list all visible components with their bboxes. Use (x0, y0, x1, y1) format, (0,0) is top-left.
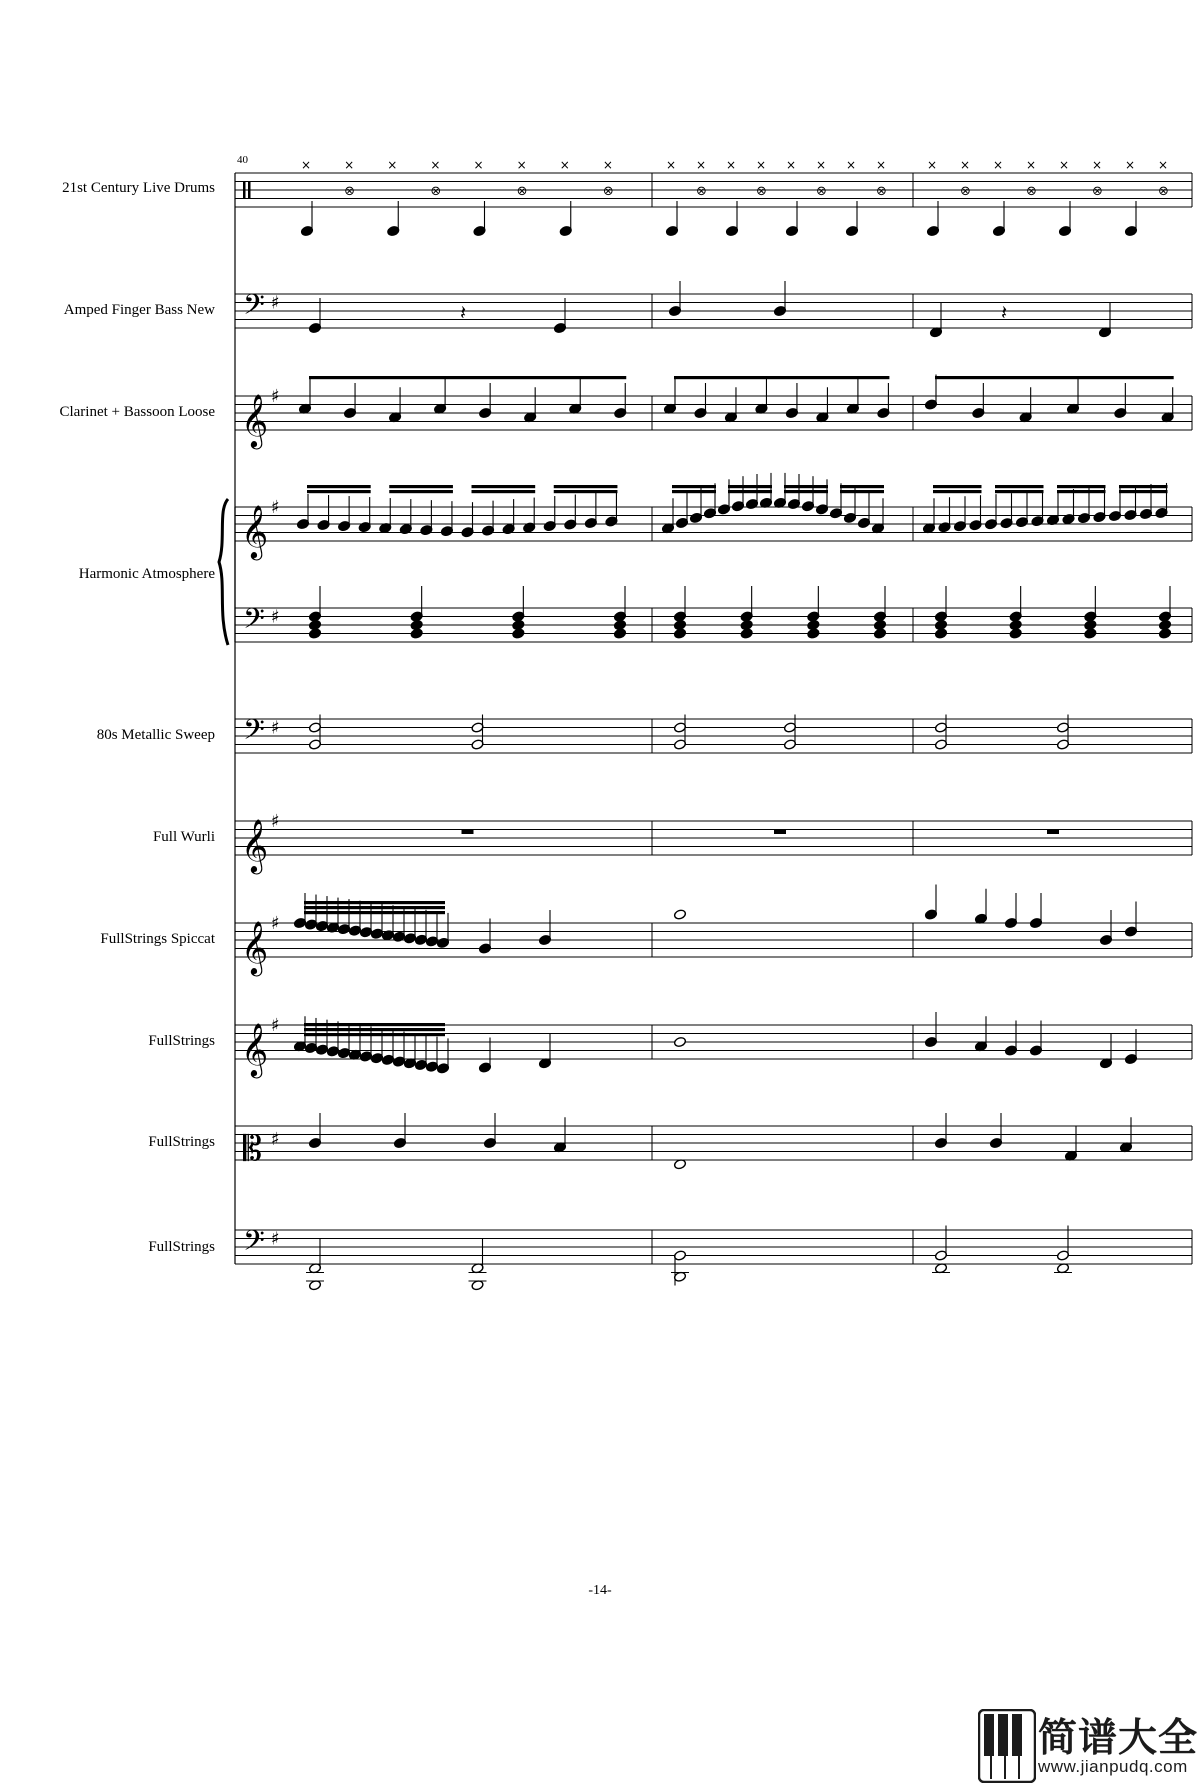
note-beam (728, 485, 772, 488)
bass-clef-icon: 𝄢 (243, 288, 265, 329)
treble-clef-icon: 𝄞 (241, 920, 269, 974)
note-beam (1057, 485, 1106, 488)
bass-clef-icon: 𝄢 (243, 1224, 265, 1265)
note-beam (304, 1028, 445, 1031)
note-beam (554, 490, 618, 493)
note-beam (307, 485, 371, 488)
percussion-clef-icon (243, 182, 246, 199)
instrument-label-strings-1: FullStrings (148, 1033, 215, 1049)
sharp-icon: ♯ (271, 1128, 280, 1150)
note-beam (472, 490, 536, 493)
note-beam (304, 906, 445, 909)
watermark (978, 1707, 1200, 1784)
chord-note (410, 628, 423, 639)
watermark-title: 简谱大全 (1038, 1716, 1199, 1761)
whole-rest-icon (774, 830, 786, 835)
chord-note (613, 628, 626, 639)
note-beam (304, 901, 445, 904)
cymbal-note: ⊗ (1158, 184, 1169, 199)
hihat-note: × (559, 158, 570, 172)
hihat-note: × (876, 158, 887, 172)
hihat-note: × (344, 158, 355, 172)
note-beam (784, 485, 828, 488)
instrument-label-strings-2: FullStrings (148, 1134, 215, 1150)
hihat-note: × (846, 158, 857, 172)
hihat-note: × (301, 158, 312, 172)
treble-clef-icon: 𝄞 (241, 818, 269, 872)
note-beam (554, 485, 618, 488)
hihat-note: × (387, 158, 398, 172)
sharp-icon: ♯ (271, 811, 280, 832)
cymbal-note: ⊗ (756, 184, 767, 199)
note-beam (307, 490, 371, 493)
chord-note (740, 628, 753, 639)
chord-note (873, 628, 886, 639)
note-beam (389, 490, 453, 493)
sharp-icon: ♯ (271, 1228, 280, 1250)
alto-clef-icon: 𝄡 (243, 1129, 262, 1169)
hihat-note: × (726, 158, 737, 172)
piano-keys-icon (978, 1709, 1036, 1783)
instrument-label-bass: Amped Finger Bass New (63, 302, 215, 318)
rest-icon: 𝄽 (1001, 300, 1008, 325)
instrument-label-metallic-sweep: 80s Metallic Sweep (96, 727, 215, 743)
hihat-note: × (786, 158, 797, 172)
note-beam (784, 490, 828, 493)
note-beam (472, 485, 536, 488)
note-beam (672, 485, 716, 488)
hihat-note: × (816, 158, 827, 172)
chord-note (673, 628, 686, 639)
instrument-label-clarinet: Clarinet + Bassoon Loose (59, 404, 215, 420)
note-beam (389, 485, 453, 488)
note-beam (935, 376, 1174, 379)
sharp-icon: ♯ (271, 386, 280, 407)
cymbal-note: ⊗ (696, 184, 707, 199)
note-beam (995, 485, 1044, 488)
percussion-clef-icon (248, 182, 251, 199)
sharp-icon: ♯ (271, 606, 280, 628)
note-beam (728, 490, 772, 493)
note-beam (933, 490, 982, 493)
bass-clef-icon: 𝄢 (243, 602, 265, 643)
instrument-label-strings-spiccato: FullStrings Spiccat (100, 931, 215, 947)
chord-note (308, 628, 321, 639)
hihat-note: × (602, 158, 613, 172)
strings-note (673, 1036, 686, 1047)
sharp-icon: ♯ (271, 717, 280, 739)
note-beam (674, 376, 889, 379)
hihat-note: × (993, 158, 1004, 172)
sharp-icon: ♯ (271, 913, 280, 934)
brace-icon (219, 499, 228, 645)
note-beam (672, 490, 716, 493)
sharp-icon: ♯ (271, 1015, 280, 1036)
chord-note (934, 628, 947, 639)
cymbal-note: ⊗ (430, 184, 442, 199)
instrument-label-wurli: Full Wurli (152, 829, 215, 845)
note-beam (1119, 485, 1168, 488)
note-beam (840, 485, 884, 488)
sharp-icon: ♯ (271, 497, 280, 518)
note-beam (309, 376, 626, 379)
note-beam (304, 1023, 445, 1026)
treble-clef-icon: 𝄞 (241, 1022, 269, 1076)
hihat-note: × (1026, 158, 1037, 172)
cymbal-note: ⊗ (960, 184, 971, 199)
chord-note (512, 628, 525, 639)
treble-clef-icon: 𝄞 (241, 504, 269, 558)
bass-clef-icon: 𝄢 (243, 713, 265, 754)
rest-icon: 𝄽 (460, 300, 467, 325)
hihat-note: × (927, 158, 938, 172)
spiccato-note (673, 909, 686, 920)
cymbal-note: ⊗ (602, 184, 614, 199)
treble-clef-icon: 𝄞 (241, 393, 269, 447)
cymbal-note: ⊗ (876, 184, 887, 199)
note-beam (933, 485, 982, 488)
instrument-label-harmonic-atmosphere: Harmonic Atmosphere (78, 566, 215, 582)
chord-note (807, 628, 820, 639)
instrument-label-drums: 21st Century Live Drums (62, 180, 215, 196)
hihat-note: × (696, 158, 707, 172)
hihat-note: × (960, 158, 971, 172)
hihat-note: × (1092, 158, 1103, 172)
whole-rest-icon (462, 830, 474, 835)
note-beam (995, 490, 1044, 493)
hihat-note: × (666, 158, 677, 172)
cymbal-note: ⊗ (1026, 184, 1037, 199)
note-beam (840, 490, 884, 493)
chord-note (1158, 628, 1171, 639)
note-beam (304, 1033, 445, 1036)
note-beam (1119, 490, 1168, 493)
measure-number: 40 (237, 154, 248, 166)
whole-rest-icon (1047, 830, 1059, 835)
hihat-note: × (1158, 158, 1169, 172)
chord-note (1009, 628, 1022, 639)
hihat-note: × (430, 158, 441, 172)
hihat-note: × (1059, 158, 1070, 172)
instrument-label-strings-3: FullStrings (148, 1239, 215, 1255)
chord-note (1084, 628, 1097, 639)
page-number: -14- (588, 1583, 612, 1598)
hihat-note: × (1125, 158, 1136, 172)
cymbal-note: ⊗ (344, 184, 356, 199)
hihat-note: × (756, 158, 767, 172)
note-beam (304, 911, 445, 914)
note-beam (1057, 490, 1106, 493)
hihat-note: × (516, 158, 527, 172)
cymbal-note: ⊗ (1092, 184, 1103, 199)
cymbal-note: ⊗ (816, 184, 827, 199)
watermark-url: www.jianpudq.com (1038, 1757, 1188, 1776)
hihat-note: × (473, 158, 484, 172)
cymbal-note: ⊗ (516, 184, 528, 199)
sharp-icon: ♯ (271, 292, 280, 314)
